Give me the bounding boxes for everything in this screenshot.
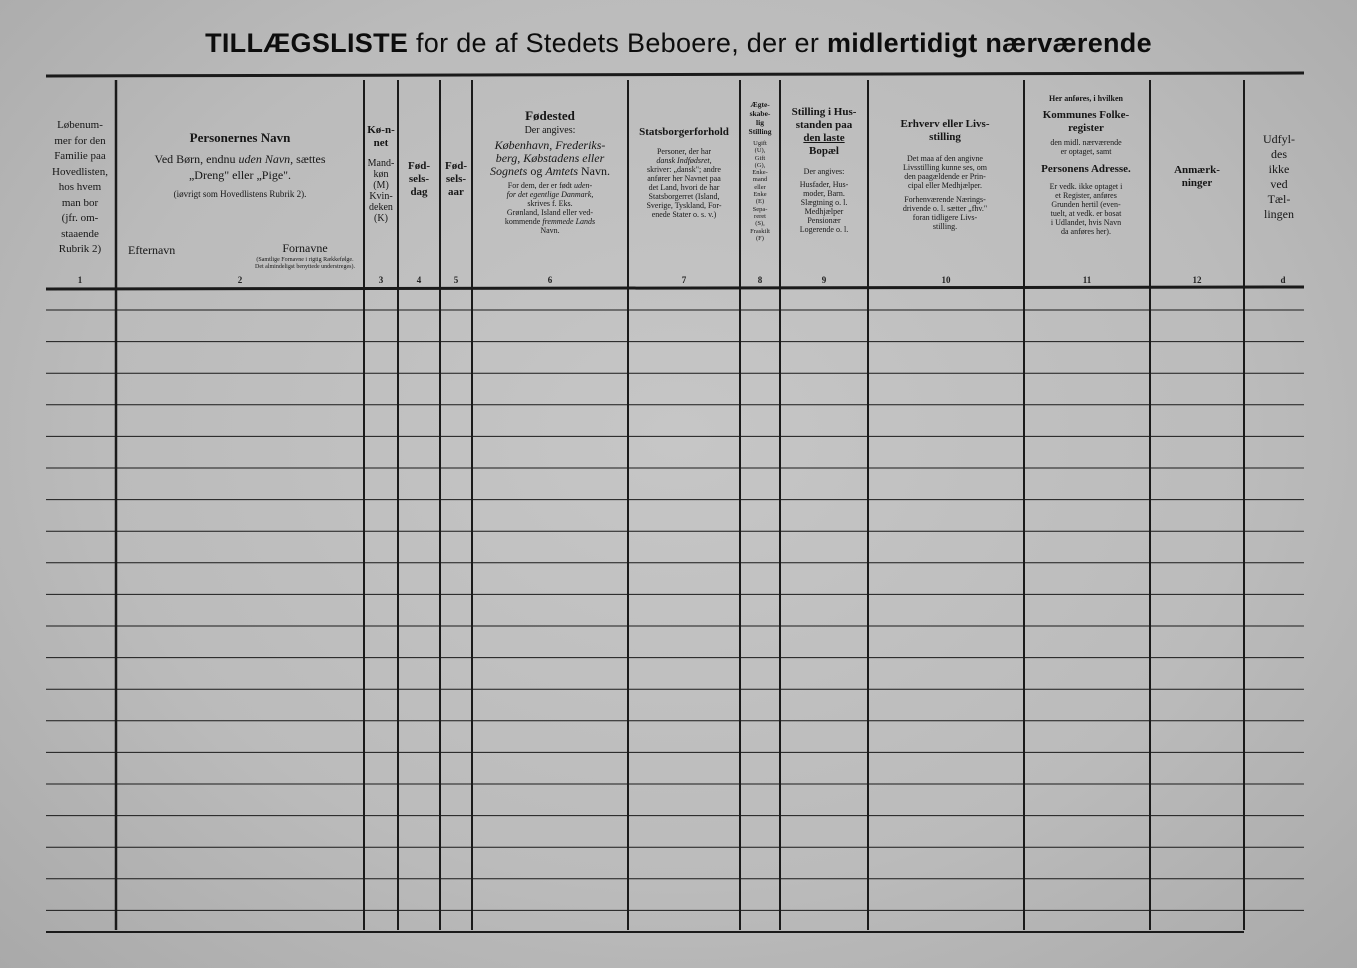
header-col-11: Her anføres, i hvilken Kommunes Folke- register den midl. nærværende er optaget, samt Personens Adresse. Er vedk. ikke optaget i et Register, anføres Grunden hertil (even- tuelt, at vedk. er bosat i Udlandet, hvis Navn da anføres her). (1041, 94, 1131, 236)
col-number-d: d (1280, 275, 1286, 285)
col-2-sub-efternavn: Efternavn (128, 245, 176, 256)
header-bottom-rule (46, 287, 1304, 289)
title-end-part: midlertidigt nærværende (826, 28, 1152, 58)
title-middle-part: for de af Stedets Beboere, der er (416, 28, 820, 58)
col-number-5: 5 (453, 275, 459, 285)
col-number-12: 12 (1192, 275, 1202, 285)
col-number-1: 1 (77, 275, 83, 285)
header-col-3: Kø-n-net Mand- køn (M) Kvin- deken (K) (367, 124, 395, 224)
col-number-3: 3 (378, 275, 384, 285)
header-col-8: Ægte- skabe- lig Stilling Ugift (U), Gift (G), Enke- mand eller Enke (E) Sepa- reret (S), Fraskilt (F) (748, 100, 772, 242)
header-col-4: Fød- sels- dag (408, 160, 430, 198)
col-2-sub-fornavne: Fornavne (Samtlige Fornavne i rigtig Rækkefølge. Det almindeligst benyttede understreges). (255, 242, 355, 270)
header-col-2: Personernes Navn Ved Børn, endnu uden Navn, sættes „Dreng" eller „Pige". (iøvrigt som Hovedlistens Rubrik 2). (120, 130, 360, 280)
header-col-10: Erhverv eller Livs- stilling Det maa af den angivne Livsstilling kunne ses, om den paagældende er Prin- cipal eller Medhjælper. Forhenværende Nærings- drivende o. l. sætter „fhv." foran tidligere Livs- stilling. (900, 118, 990, 231)
top-rule (46, 73, 1304, 76)
col-number-6: 6 (547, 275, 553, 285)
col-number-9: 9 (821, 275, 827, 285)
header-col-12: Anmærk- ninger (1174, 164, 1220, 189)
header-col-5: Fød- sels- aar (445, 160, 467, 198)
header-col-1: Løbenum- mer for den Familie paa Hovedlisten, hos hvem man bor (jfr. om- staaende Rubrik 2) (52, 119, 108, 255)
col-number-2: 2 (237, 275, 243, 285)
col-number-8: 8 (757, 275, 763, 285)
col-number-7: 7 (681, 275, 687, 285)
col-number-11: 11 (1082, 275, 1092, 285)
header-col-6: Fødested Der angives: København, Frederiks- berg, Købstadens eller Sognets og Amtets Navn. For dem, der er født uden- for det egentlige Danmark, skrives f. Eks. Grønland, Island eller ved- kommende fremmede Lands Navn. (489, 108, 610, 235)
title-bold-part: TILLÆGSLISTE (205, 28, 409, 58)
header-col-7: Statsborgerforhold Personer, der har dansk Indfødsret, skriver: „dansk"; andre anfører her Navnet paa det Land, hvori de har Statsborgerret (Island, Sverige, Tyskland, For- enede Stater o. s. v.) (639, 126, 729, 219)
header-col-9: Stilling i Hus- standen paa den laste Bopæl Der angives: Husfader, Hus- moder, Barn. Slægtning o. l. Medhjælper Pensionær Logerende o. l. (791, 106, 857, 234)
header-col-d: Udfyl- des ikke ved Tæl- lingen (1263, 132, 1295, 221)
col-2-heading: Personernes Navn (189, 130, 291, 145)
col-number-10: 10 (941, 275, 951, 285)
col-number-4: 4 (416, 275, 422, 285)
